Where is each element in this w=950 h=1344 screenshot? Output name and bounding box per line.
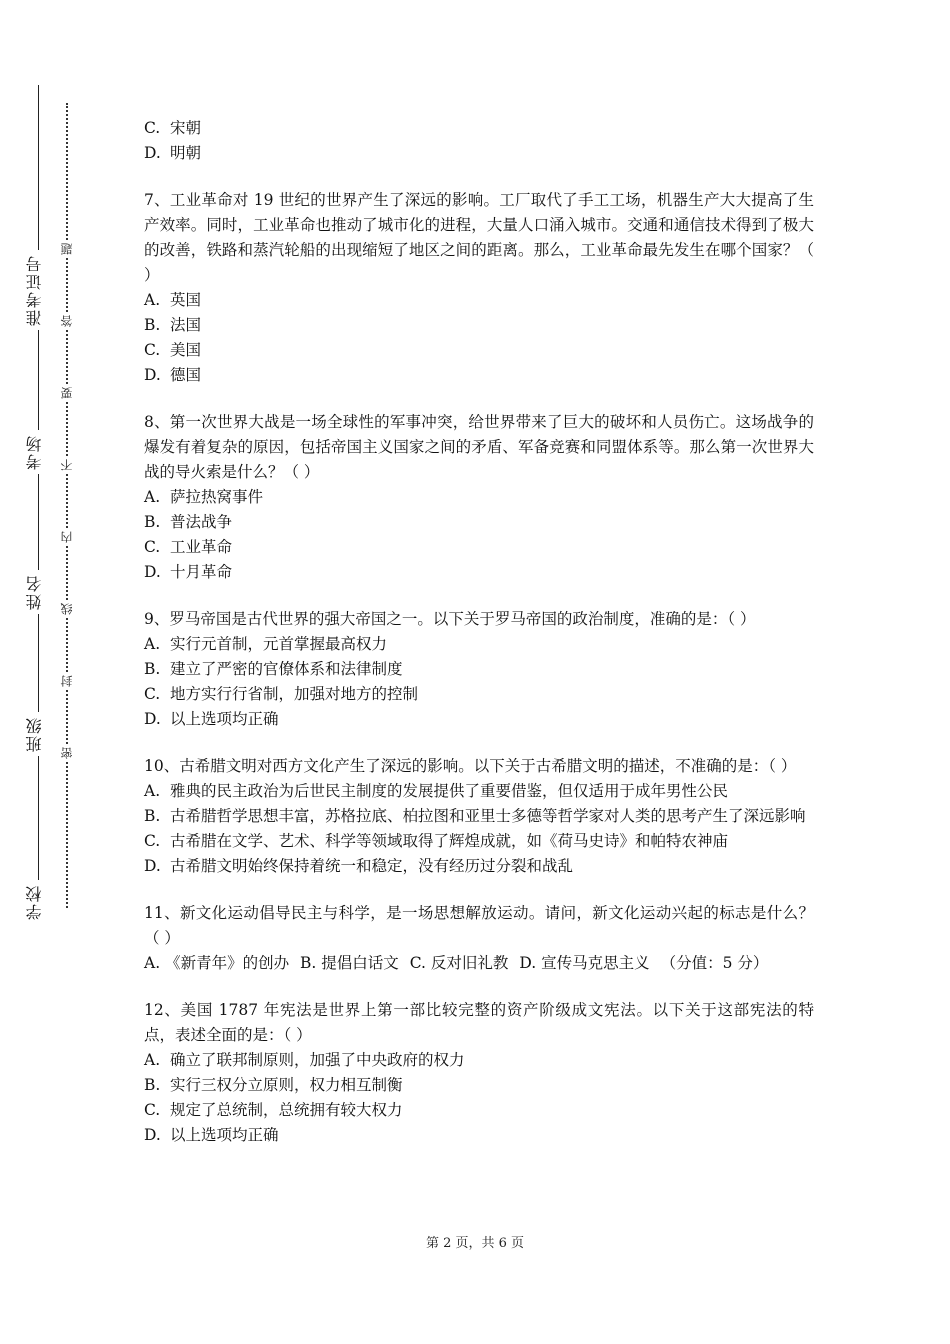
option-c: C. 反对旧礼教	[409, 954, 509, 972]
class-label: 班级	[23, 712, 53, 756]
exam-room-label: 考场	[23, 430, 53, 474]
option-d: D. 明朝	[144, 144, 202, 162]
seal-char: 不	[58, 456, 76, 474]
seal-dotted-line	[66, 103, 68, 908]
exam-content	[144, 116, 814, 1170]
option-b: B. 法国	[144, 316, 202, 334]
exam-number-label: 准考证号	[23, 250, 53, 330]
seal-char: 要	[58, 384, 76, 402]
school-label: 学校	[23, 880, 53, 924]
option-c: C. 古希腊在文学、艺术、科学等领域取得了辉煌成就，如《荷马史诗》和帕特农神庙	[144, 832, 729, 850]
option-a: A. 实行元首制，元首掌握最高权力	[144, 635, 388, 653]
option-a: A. 《新青年》的创办	[144, 954, 290, 972]
seal-char: 答	[58, 312, 76, 330]
option-b: B. 实行三权分立原则，权力相互制衡	[144, 1076, 403, 1094]
option-a: A. 萨拉热窝事件	[144, 488, 264, 506]
option-c: C. 美国	[144, 341, 202, 359]
option-b: B. 古希腊哲学思想丰富，苏格拉底、柏拉图和亚里士多德等哲学家对人类的思考产生了深远影响	[144, 807, 806, 825]
option-b: B. 提倡白话文	[300, 954, 399, 972]
option-b: B. 普法战争	[144, 513, 233, 531]
option-c: C. 地方实行行省制，加强对地方的控制	[144, 685, 419, 703]
option-c: C. 宋朝	[144, 119, 202, 137]
option-b: B. 建立了严密的官僚体系和法律制度	[144, 660, 403, 678]
question-6-carryover	[144, 116, 814, 166]
question-stem: 8、第一次世界大战是一场全球性的军事冲突，给世界带来了巨大的破坏和人员伤亡。这场战争的爆发有着复杂的原因，包括帝国主义国家之间的矛盾、军备竞赛和同盟体系等。那么第一次世界大战的导火索是什么？（ ）	[144, 413, 814, 481]
option-a: A. 英国	[144, 291, 202, 309]
question-stem: 7、工业革命对 19 世纪的世界产生了深远的影响。工厂取代了手工工场，机器生产大大提高了生产效率。同时，工业革命也推动了城市化的进程，大量人口涌入城市。交通和通信技术得到了极大的改善，铁路和蒸汽轮船的出现缩短了地区之间的距离。那么，工业革命最先发生在哪个国家？（ ）	[144, 191, 814, 284]
option-d: D. 以上选项均正确	[144, 710, 279, 728]
question-stem: 11、新文化运动倡导民主与科学，是一场思想解放运动。请问，新文化运动兴起的标志是什么？（ ）	[144, 904, 814, 947]
question-10	[144, 754, 814, 879]
score-note: （分值：5 分）	[660, 954, 769, 972]
page-number: 第 2 页，共 6 页	[425, 1236, 525, 1251]
seal-char: 封	[58, 672, 76, 690]
question-9	[144, 607, 814, 732]
binding-margin	[0, 0, 120, 1344]
option-d: D. 德国	[144, 366, 202, 384]
option-d: D. 十月革命	[144, 563, 233, 581]
question-7	[144, 188, 814, 388]
option-a: A. 确立了联邦制原则，加强了中央政府的权力	[144, 1051, 465, 1069]
option-c: C. 规定了总统制，总统拥有较大权力	[144, 1101, 403, 1119]
inline-options	[144, 951, 814, 976]
option-d: D. 以上选项均正确	[144, 1126, 279, 1144]
question-8	[144, 410, 814, 585]
binding-solid-line	[38, 85, 39, 910]
option-c: C. 工业革命	[144, 538, 233, 556]
seal-char: 题	[58, 240, 76, 258]
seal-char: 线	[58, 600, 76, 618]
question-stem: 10、古希腊文明对西方文化产生了深远的影响。以下关于古希腊文明的描述，不准确的是：（ ）	[144, 757, 797, 775]
question-12	[144, 998, 814, 1148]
option-d: D. 宣传马克思主义	[519, 954, 650, 972]
question-11	[144, 901, 814, 976]
question-stem: 9、罗马帝国是古代世界的强大帝国之一。以下关于罗马帝国的政治制度，准确的是：（ ）	[144, 610, 756, 628]
question-stem: 12、美国 1787 年宪法是世界上第一部比较完整的资产阶级成文宪法。以下关于这部宪法的特点，表述全面的是：（ ）	[144, 1001, 814, 1044]
student-name-label: 姓名	[23, 570, 53, 614]
seal-char: 内	[58, 528, 76, 546]
option-d: D. 古希腊文明始终保持着统一和稳定，没有经历过分裂和战乱	[144, 857, 574, 875]
seal-char: 密	[58, 744, 76, 762]
option-a: A. 雅典的民主政治为后世民主制度的发展提供了重要借鉴，但仅适用于成年男性公民	[144, 782, 729, 800]
